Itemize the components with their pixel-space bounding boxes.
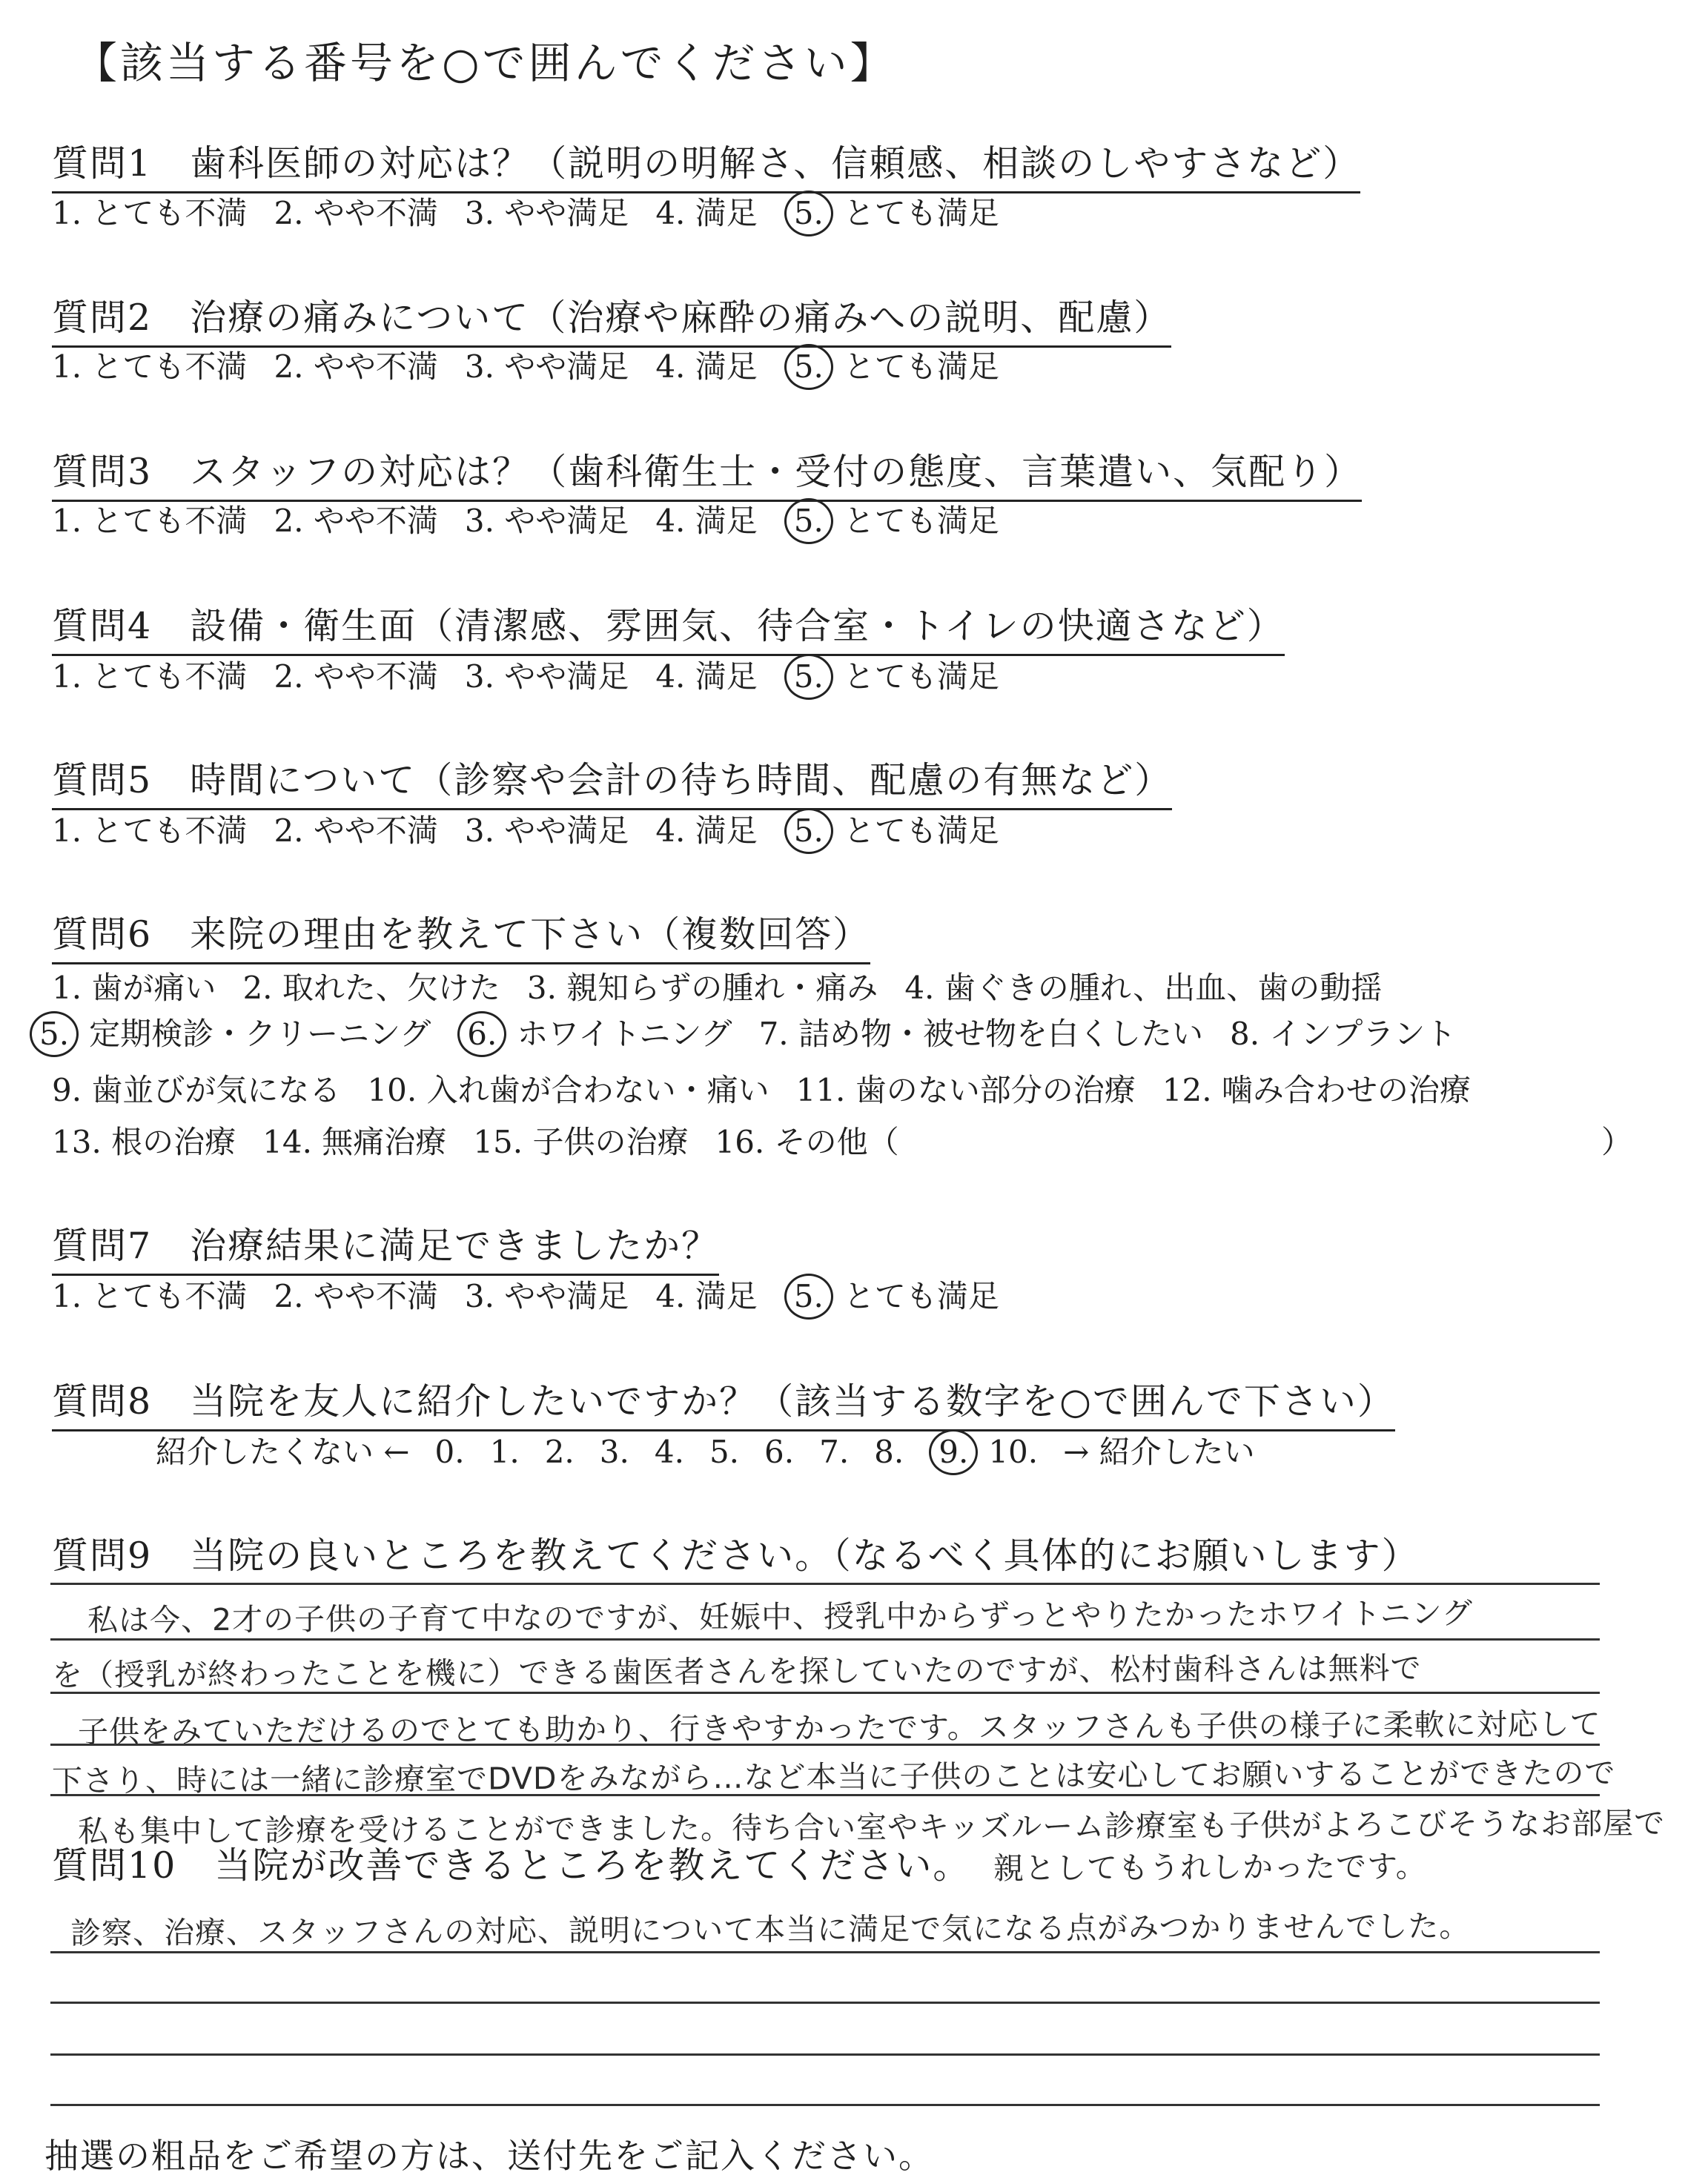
answer-line xyxy=(50,1583,1600,1585)
option-5-circled[interactable]: 5. xyxy=(784,808,833,854)
option-5-label: とても満足 xyxy=(843,658,999,695)
question-1-options xyxy=(52,189,1026,236)
question-2-heading: 質問2 治療の痛みについて（治療や麻酔の痛みへの説明、配慮） xyxy=(52,289,1171,348)
option-2[interactable]: 2. やや不満 xyxy=(274,195,438,231)
scale-right-label: → 紹介したい xyxy=(1063,1434,1255,1470)
bottom-instruction: 抽選の粗品をご希望の方は、送付先をご記入ください。 xyxy=(44,2136,934,2176)
reason-15[interactable]: 15. 子供の治療 xyxy=(473,1124,689,1160)
handwritten-answer-line[interactable]: を（授乳が終わったことを機に）できる歯医者さんを探していたのですが、松村歯科さんは無料で xyxy=(51,1650,1422,1693)
scale-7[interactable]: 7. xyxy=(819,1434,850,1470)
scale-5[interactable]: 5. xyxy=(709,1434,740,1470)
question-6-row-3 xyxy=(52,1066,1497,1110)
recommend-scale xyxy=(156,1428,1280,1475)
reason-14[interactable]: 14. 無痛治療 xyxy=(262,1124,447,1160)
reason-11[interactable]: 11. 歯のない部分の治療 xyxy=(795,1072,1136,1108)
question-3-options xyxy=(52,497,1026,544)
option-4[interactable]: 4. 満足 xyxy=(655,812,758,849)
question-7-options xyxy=(52,1272,1026,1320)
answer-line xyxy=(50,1638,1600,1641)
answer-line xyxy=(50,1951,1600,1953)
reason-13[interactable]: 13. 根の治療 xyxy=(52,1124,236,1160)
question-9-heading: 質問9 当院の良いところを教えてください。（なるべく具体的にお願いします） xyxy=(52,1535,1420,1577)
scale-0[interactable]: 0. xyxy=(434,1434,465,1470)
reason-3[interactable]: 3. 親知らずの腫れ・痛み xyxy=(526,970,878,1006)
reason-8[interactable]: 8. インプラント xyxy=(1230,1016,1457,1052)
option-3[interactable]: 3. やや満足 xyxy=(464,195,629,231)
reason-4[interactable]: 4. 歯ぐきの腫れ、出血、歯の動揺 xyxy=(904,970,1383,1006)
option-2[interactable]: 2. やや不満 xyxy=(274,503,438,539)
option-5-label: とても満足 xyxy=(843,812,999,849)
question-10-heading: 質問10 当院が改善できるところを教えてください。 xyxy=(52,1844,971,1887)
answer-line xyxy=(50,1744,1600,1746)
option-2[interactable]: 2. やや不満 xyxy=(274,348,438,385)
reason-12[interactable]: 12. 噛み合わせの治療 xyxy=(1162,1072,1471,1108)
option-4[interactable]: 4. 満足 xyxy=(655,503,758,539)
scale-left-label: 紹介したくない ← xyxy=(156,1434,410,1470)
reason-10[interactable]: 10. 入れ歯が合わない・痛い xyxy=(367,1072,769,1108)
option-5-circled[interactable]: 5. xyxy=(784,344,833,390)
reason-6-label: ホワイトニング xyxy=(517,1016,732,1052)
question-6-row-2 xyxy=(30,1010,1483,1057)
option-4[interactable]: 4. 満足 xyxy=(655,658,758,695)
question-4-options xyxy=(52,652,1026,700)
reason-2[interactable]: 2. 取れた、欠けた xyxy=(242,970,500,1006)
scale-4[interactable]: 4. xyxy=(654,1434,684,1470)
reason-6-circled[interactable]: 6. xyxy=(457,1011,506,1057)
question-7-heading: 質問7 治療結果に満足できましたか？ xyxy=(52,1217,719,1276)
handwritten-answer-line[interactable]: 私は今、2才の子供の子育て中なのですが、妊娠中、授乳中からずっとやりたかったホワイトニング xyxy=(87,1595,1474,1638)
reason-16[interactable]: 16. その他（ xyxy=(715,1124,899,1160)
option-1[interactable]: 1. とても不満 xyxy=(52,503,248,539)
option-4[interactable]: 4. 満足 xyxy=(655,1278,758,1314)
handwritten-answer-line[interactable]: 私も集中して診療を受けることができました。待ち合い室やキッズルーム診療室も子供がよろこびそうなお部屋で xyxy=(77,1805,1666,1850)
option-5-circled[interactable]: 5. xyxy=(784,191,833,236)
option-5-circled[interactable]: 5. xyxy=(784,654,833,700)
option-2[interactable]: 2. やや不満 xyxy=(274,812,438,849)
handwritten-answer-continuation[interactable]: 親としてもうれしかったです。 xyxy=(993,1848,1427,1887)
scale-1[interactable]: 1. xyxy=(489,1434,520,1470)
option-1[interactable]: 1. とても不満 xyxy=(52,812,248,849)
option-2[interactable]: 2. やや不満 xyxy=(274,1278,438,1314)
question-8-heading: 質問8 当院を友人に紹介したいですか？（該当する数字を○で囲んで下さい） xyxy=(52,1373,1395,1431)
answer-line xyxy=(50,1794,1600,1796)
reason-5-circled[interactable]: 5. xyxy=(30,1011,79,1057)
question-6-row-1 xyxy=(52,964,1409,1008)
handwritten-answer-line[interactable]: 子供をみていただけるのでとても助かり、行きやすかったです。スタッフさんも子供の様子に柔軟に対応して xyxy=(77,1706,1601,1750)
answer-line xyxy=(50,2002,1600,2004)
scale-9-circled[interactable]: 9. xyxy=(929,1429,978,1475)
option-1[interactable]: 1. とても不満 xyxy=(52,1278,248,1314)
option-5-circled[interactable]: 5. xyxy=(784,498,833,544)
option-4[interactable]: 4. 満足 xyxy=(655,348,758,385)
reason-5-label: 定期検診・クリーニング xyxy=(89,1016,431,1052)
option-3[interactable]: 3. やや満足 xyxy=(464,812,629,849)
question-3-heading: 質問3 スタッフの対応は？（歯科衛生士・受付の態度、言葉遣い、気配り） xyxy=(52,443,1362,502)
scale-10[interactable]: 10. xyxy=(988,1434,1039,1470)
question-4-heading: 質問4 設備・衛生面（清潔感、雰囲気、待合室・トイレの快適さなど） xyxy=(52,598,1285,656)
scale-6[interactable]: 6. xyxy=(764,1434,795,1470)
page-title: 【該当する番号を○で囲んでください】 xyxy=(74,38,896,88)
answer-line xyxy=(50,2053,1600,2056)
option-5-label: とても満足 xyxy=(843,1278,999,1314)
reason-7[interactable]: 7. 詰め物・被せ物を白くしたい xyxy=(758,1016,1203,1052)
handwritten-answer-line[interactable]: 下さり、時には一緒に診療室でDVDをみながら…など本当に子供のことは安心してお願いすることができたので xyxy=(51,1755,1616,1799)
option-3[interactable]: 3. やや満足 xyxy=(464,348,629,385)
reason-9[interactable]: 9. 歯並びが気になる xyxy=(52,1072,341,1108)
option-5-label: とても満足 xyxy=(843,503,999,539)
option-3[interactable]: 3. やや満足 xyxy=(464,503,629,539)
answer-line xyxy=(50,2104,1600,2106)
option-2[interactable]: 2. やや不満 xyxy=(274,658,438,695)
option-5-label: とても満足 xyxy=(843,348,999,385)
option-1[interactable]: 1. とても不満 xyxy=(52,658,248,695)
question-5-heading: 質問5 時間について（診察や会計の待ち時間、配慮の有無など） xyxy=(52,752,1172,810)
option-3[interactable]: 3. やや満足 xyxy=(464,658,629,695)
question-1-heading: 質問1 歯科医師の対応は？（説明の明解さ、信頼感、相談のしやすさなど） xyxy=(52,135,1360,193)
option-1[interactable]: 1. とても不満 xyxy=(52,195,248,231)
question-6-heading: 質問6 来院の理由を教えて下さい（複数回答） xyxy=(52,906,870,964)
scale-8[interactable]: 8. xyxy=(874,1434,904,1470)
reason-1[interactable]: 1. 歯が痛い xyxy=(52,970,216,1006)
question-2-options xyxy=(52,342,1026,390)
handwritten-answer-line[interactable]: 診察、治療、スタッフさんの対応、説明について本当に満足で気になる点がみつかりませんでした。 xyxy=(70,1908,1471,1951)
option-4[interactable]: 4. 満足 xyxy=(655,195,758,231)
option-1[interactable]: 1. とても不満 xyxy=(52,348,248,385)
scale-2[interactable]: 2. xyxy=(544,1434,575,1470)
question-5-options xyxy=(52,807,1026,854)
scale-3[interactable]: 3. xyxy=(599,1434,629,1470)
other-close-paren: ） xyxy=(1601,1124,1633,1160)
answer-line xyxy=(50,1692,1600,1694)
option-5-label: とても満足 xyxy=(843,195,999,231)
option-5-circled[interactable]: 5. xyxy=(784,1274,833,1320)
option-3[interactable]: 3. やや満足 xyxy=(464,1278,629,1314)
question-6-row-4 xyxy=(52,1118,926,1162)
